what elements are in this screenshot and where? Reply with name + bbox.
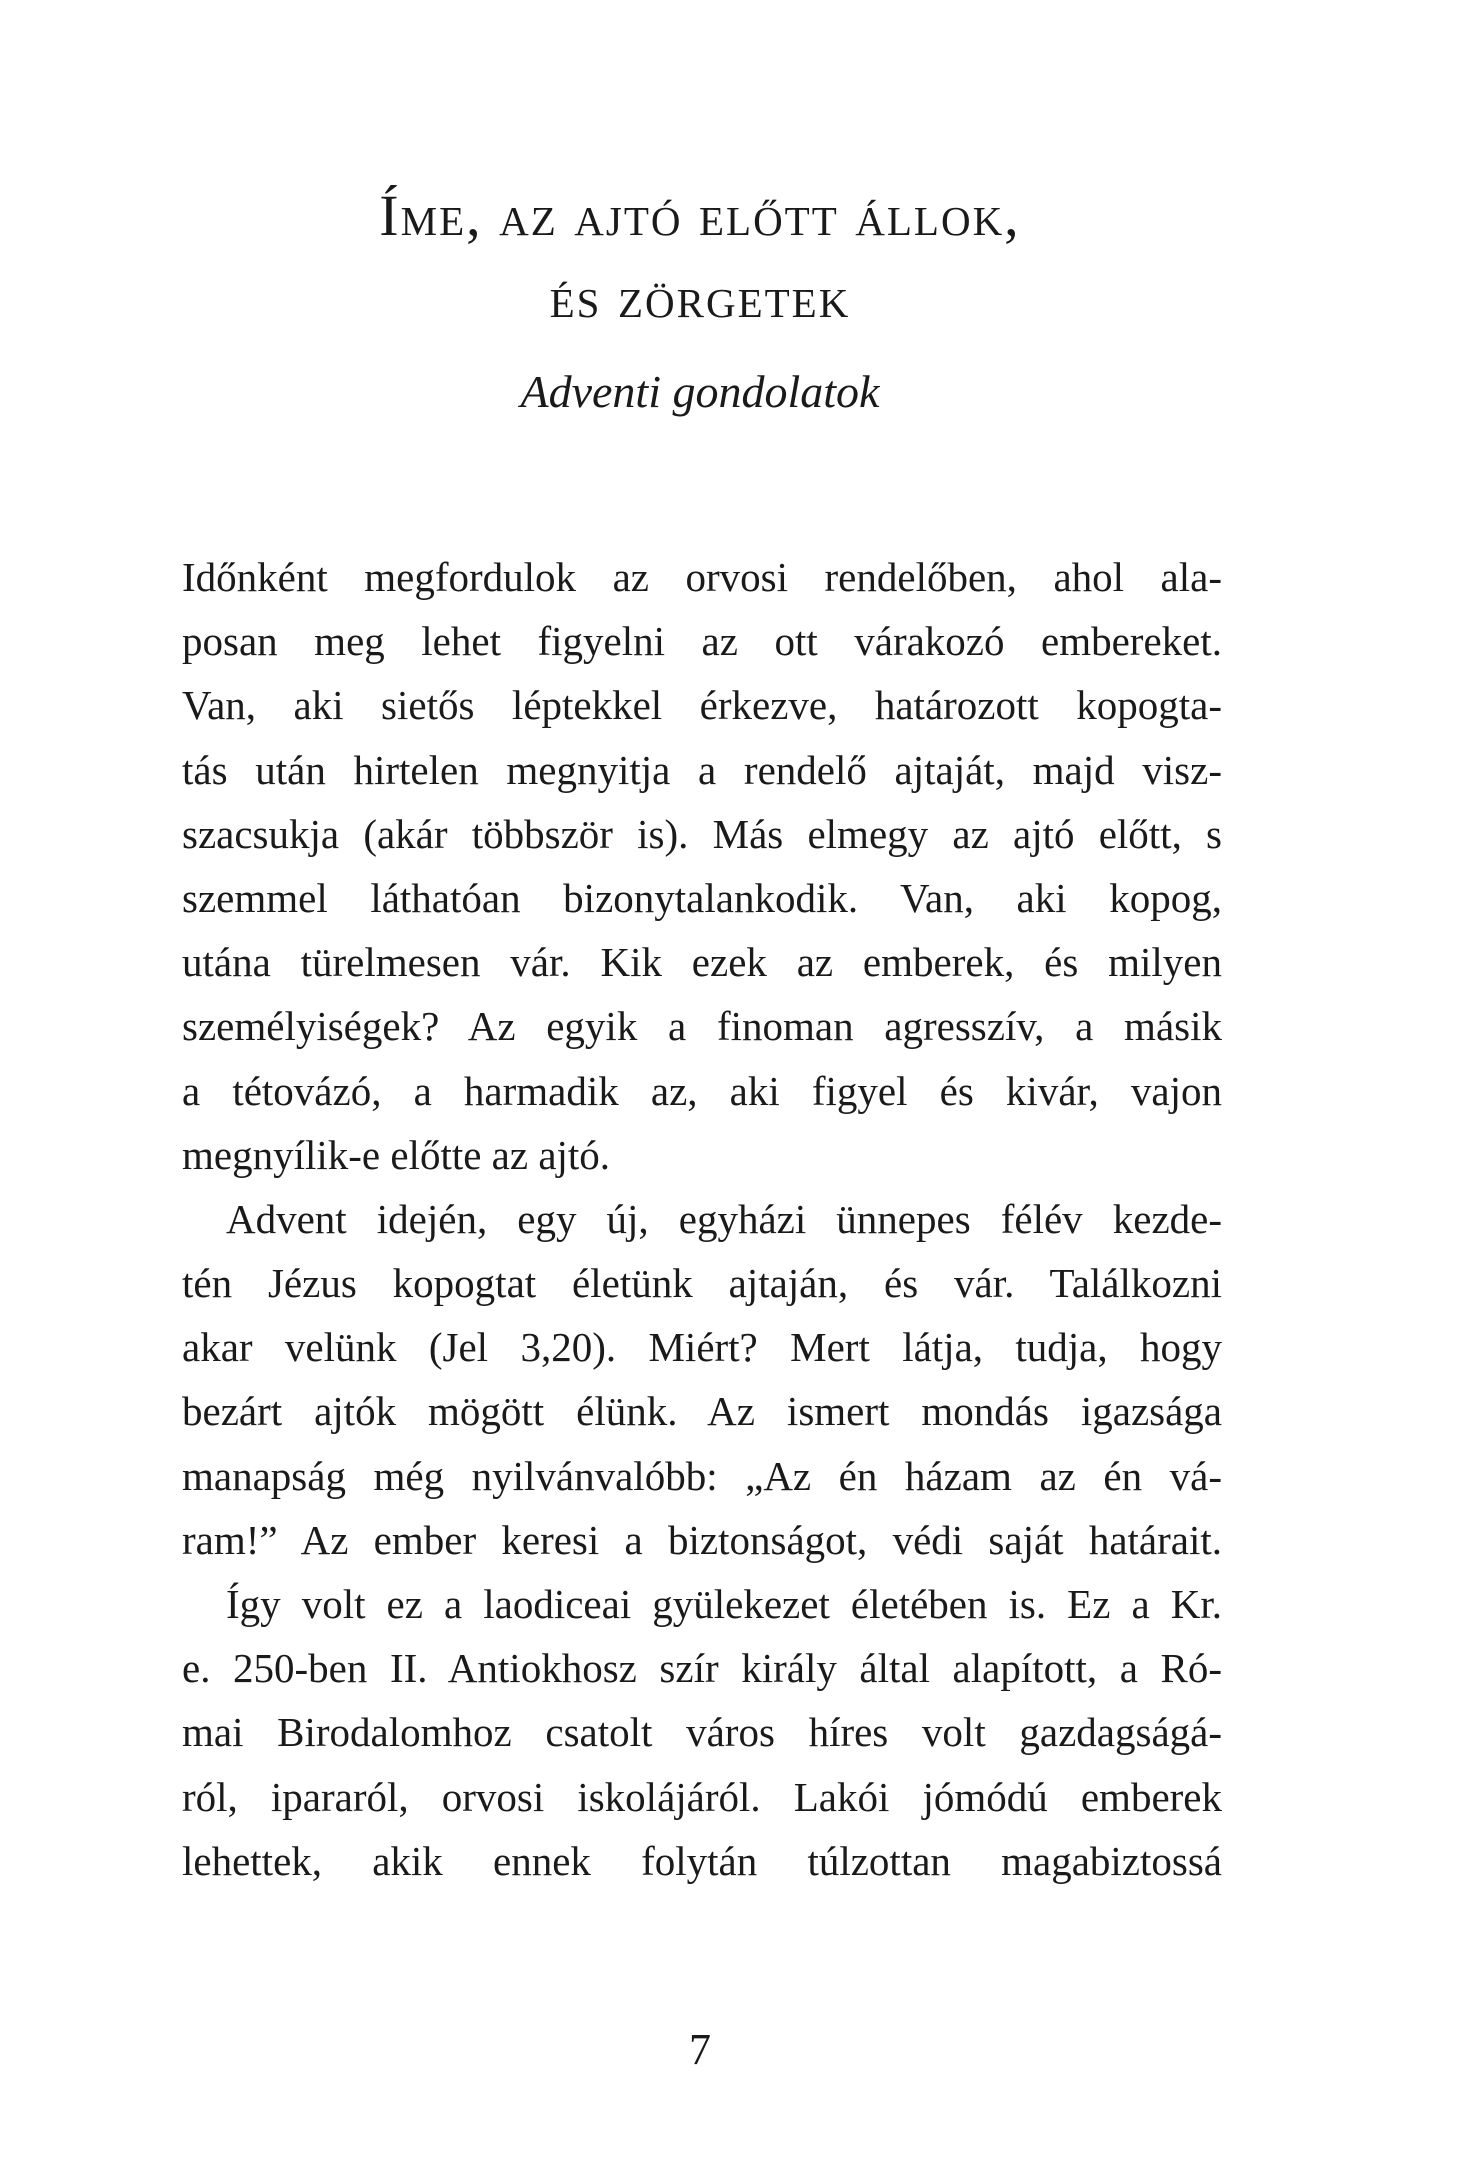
text-line: posan meg lehet figyelni az ott várakozó embereket. [182,618,1222,665]
text-line: ról, ipararól, orvosi iskolájáról. Lakói jómódú emberek [182,1773,1222,1820]
text-line: mai Birodalomhoz csatolt város híres volt gazdagságá- [182,1709,1222,1756]
text-line: szacsukja (akár többször is). Más elmegy az ajtó előtt, s [182,810,1222,857]
text-line: Van, aki sietős léptekkel érkezve, határozott kopogta- [182,682,1222,729]
text-line: Advent idején, egy új, egyházi ünnepes félév kezde- [226,1195,1222,1242]
text-line: bezárt ajtók mögött élünk. Az ismert mondás igazsága [182,1388,1222,1435]
body-text [182,545,1222,1893]
chapter-title-line-2: és zörgetek [549,265,851,330]
text-line: lehettek, akik ennek folytán túlzottan magabiztossá [182,1837,1222,1884]
text-line: Időnként megfordulok az orvosi rendelőben, ahol ala- [182,554,1222,600]
text-line: manapság még nyilvánvalóbb: „Az én házam az én vá- [182,1452,1222,1499]
text-line: Így volt ez a laodiceai gyülekezet életében is. Ez a Kr. [226,1581,1222,1627]
text-line: e. 250-ben II. Antiokhosz szír király által alapított, a Ró- [182,1645,1222,1692]
chapter-title-line-1: Íme, az ajtó előtt állok, [379,183,1021,248]
text-line: akar velünk (Jel 3,20). Miért? Mert látja, tudja, hogy [182,1324,1222,1371]
text-line: szemmel láthatóan bizonytalankodik. Van, aki kopog, [182,874,1222,921]
chapter-subtitle: Adventi gondolatok [520,366,880,417]
text-line: ram!” Az ember keresi a biztonságot, védi saját határait. [182,1516,1222,1563]
text-line: személyiségek? Az egyik a finoman agresszív, a másik [182,1003,1222,1050]
text-line: megnyílik-e előtte az ajtó. [182,1131,611,1178]
text-line: utána türelmesen vár. Kik ezek az emberek, és milyen [182,939,1222,986]
text-line: tén Jézus kopogtat életünk ajtaján, és vár. Találkozni [182,1260,1222,1307]
page-number: 7 [689,2025,711,2074]
text-line: a tétovázó, a harmadik az, aki figyel és kivár, vajon [182,1067,1222,1114]
text-line: tás után hirtelen megnyitja a rendelő ajtaját, majd visz- [182,746,1222,793]
